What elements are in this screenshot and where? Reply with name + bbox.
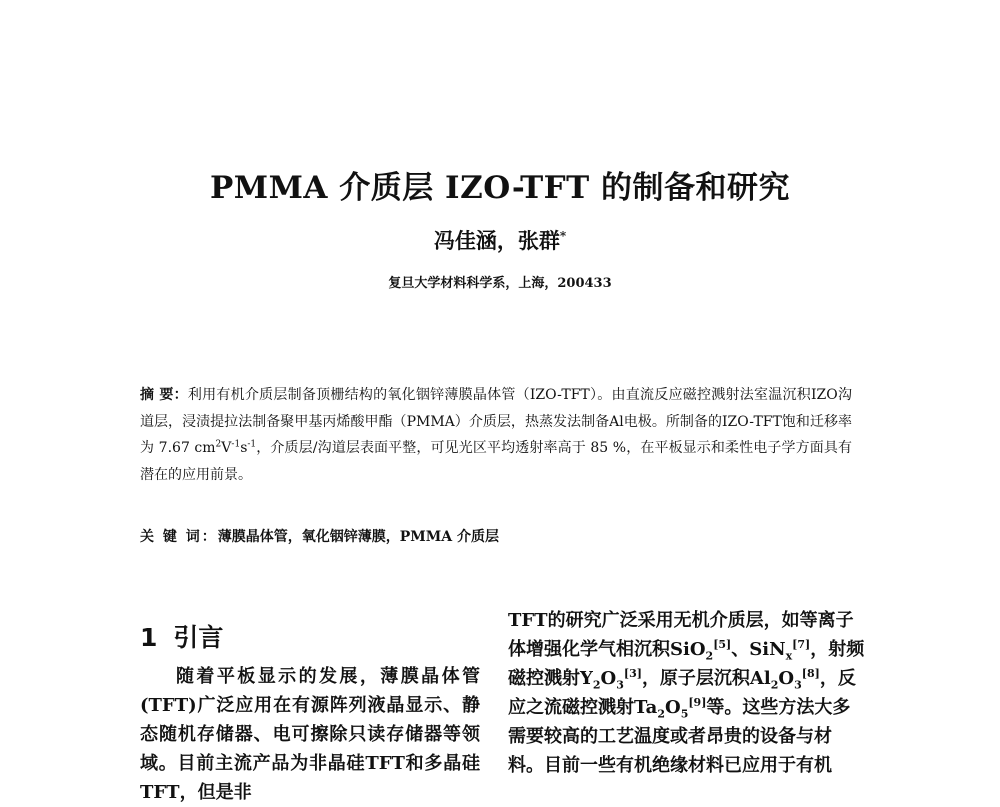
body-line: 料。目前一些有机绝缘材料已应用于有机: [508, 755, 832, 776]
body-paragraph: 随着平板显示的发展，薄膜晶体管(TFT)广泛应用在有源阵列液晶显示、静态随机存储器、电可擦除只读存储器等领域。目前主流产品为非晶硅TFT和多晶硅TFT，但是非: [140, 666, 480, 803]
keywords-text: 薄膜晶体管，氧化铟锌薄膜，PMMA 介质层: [217, 529, 500, 545]
text-run: O: [665, 697, 681, 718]
abstract: [140, 382, 852, 488]
subscript: 5: [680, 707, 689, 721]
body-line: [508, 693, 858, 722]
subscript: x: [785, 649, 793, 663]
author-names: 冯佳涵，张群: [433, 228, 560, 253]
abstract-text: 利用有机介质层制备顶栅结构的氧化铟锌薄膜晶体管（IZO-TFT）。由直流反应磁控溅射法室温沉积IZO沟道层，浸渍提拉法制备聚甲基丙烯酸甲酯（PMMA）介质层，热蒸发法制备Al电极。所制备的IZO-TFT饱和迁移率为 7.67 cm: [140, 387, 853, 456]
body-line: 需要较高的工艺温度或者昂贵的设备与材: [508, 726, 832, 747]
keywords-label: 关 键 词：: [140, 529, 218, 545]
text-run: ，反: [819, 668, 856, 689]
text-run: ，射频: [810, 639, 865, 660]
text-run: O: [778, 668, 795, 689]
body-column-left: [140, 662, 480, 807]
citation-ref: [8]: [801, 667, 820, 680]
section-title: 引言: [173, 623, 224, 652]
subscript: 2: [592, 678, 601, 692]
text-run: 应之流磁控溅射Ta: [508, 697, 658, 718]
abstract-label: 摘 要：: [140, 387, 188, 403]
subscript: 3: [616, 678, 624, 692]
body-column-right: [508, 606, 865, 780]
keywords: [140, 526, 852, 546]
text-run: 、SiN: [731, 639, 786, 660]
unit-exponent: -1: [231, 439, 241, 450]
affiliation: 复旦大学材料科学系，上海，200433: [388, 276, 612, 291]
unit-exponent: -1: [247, 439, 257, 450]
author-list: [0, 225, 1000, 255]
subscript: 2: [770, 678, 779, 692]
unit-exponent: 2: [215, 439, 222, 450]
unit-text: V: [221, 440, 232, 456]
citation-ref: [3]: [623, 667, 642, 680]
abstract-text: ，介质层/沟道层表面平整，可见光区平均透射率高于 85 %，在平板显示和柔性电子学方面具有潜在的应用前景。: [140, 440, 852, 483]
text-run: 磁控溅射Y: [508, 668, 593, 689]
section-number: 1: [140, 623, 158, 652]
subscript: 3: [794, 678, 802, 692]
citation-ref: [5]: [713, 638, 732, 651]
body-line: [508, 664, 858, 693]
unit-text: s: [240, 440, 248, 456]
text-run: 体增强化学气相沉积SiO: [508, 639, 706, 660]
paper-title: PMMA 介质层 IZO-TFT 的制备和研究: [209, 170, 791, 206]
text-run: ，原子层沉积Al: [641, 668, 771, 689]
text-run: O: [600, 668, 617, 689]
citation-ref: [7]: [792, 638, 811, 651]
body-line: [508, 635, 865, 664]
citation-ref: [9]: [688, 696, 707, 709]
subscript: 2: [657, 707, 665, 721]
corresponding-author-mark: *: [559, 229, 567, 243]
text-run: 等。这些方法大多: [706, 697, 851, 718]
section-heading: [140, 618, 223, 654]
subscript: 2: [705, 649, 714, 663]
body-line: TFT的研究广泛采用无机介质层，如等离子: [508, 610, 854, 631]
